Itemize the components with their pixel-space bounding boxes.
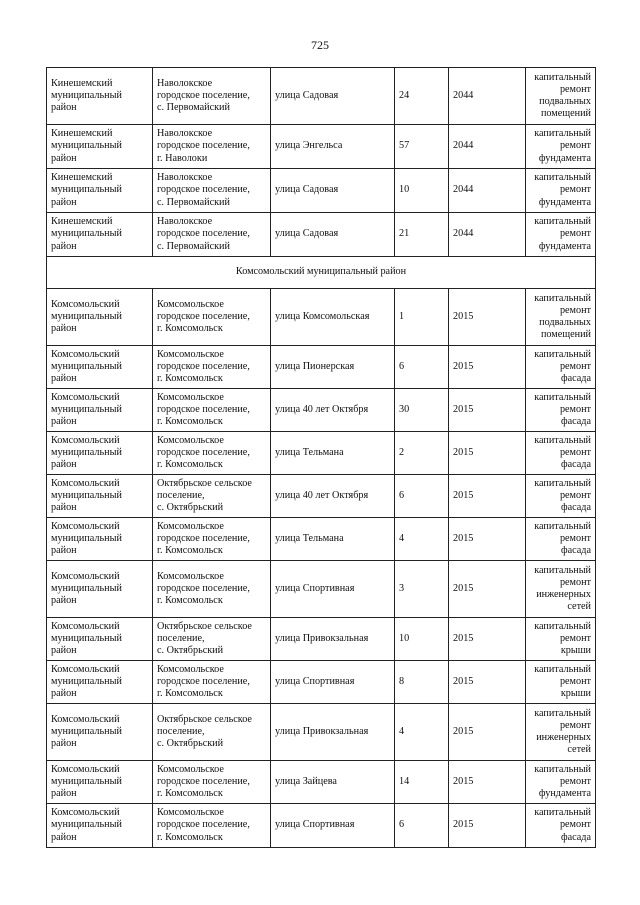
cell-house-number: 24 (395, 68, 449, 125)
cell-street: улица 40 лет Октября (271, 389, 395, 432)
cell-street: улица Спортивная (271, 661, 395, 704)
cell-work-type: капитальный ремонт фасада (526, 346, 596, 389)
cell-settlement: Комсомольское городское поселение, г. Комсомольск (153, 561, 271, 618)
cell-settlement: Комсомольское городское поселение, г. Комсомольск (153, 661, 271, 704)
cell-settlement: Октябрьское сельское поселение, с. Октябрьский (153, 475, 271, 518)
cell-year: 2044 (449, 68, 526, 125)
cell-settlement: Октябрьское сельское поселение, с. Октябрьский (153, 618, 271, 661)
cell-settlement: Наволокское городское поселение, г. Наволоки (153, 125, 271, 169)
cell-work-type: капитальный ремонт крыши (526, 661, 596, 704)
table-row (47, 432, 596, 475)
cell-street: улица Привокзальная (271, 704, 395, 761)
cell-street: улица Спортивная (271, 561, 395, 618)
cell-street: улица Комсомольская (271, 289, 395, 346)
table-row (47, 213, 596, 257)
repair-schedule-table (46, 67, 596, 848)
cell-year: 2015 (449, 804, 526, 848)
cell-street: улица Садовая (271, 169, 395, 213)
page-number: 725 (311, 38, 329, 52)
table-row (47, 518, 596, 561)
table-row (47, 561, 596, 618)
cell-work-type: капитальный ремонт фундамента (526, 213, 596, 257)
table-row (47, 289, 596, 346)
table-row (47, 704, 596, 761)
cell-work-type: капитальный ремонт фундамента (526, 125, 596, 169)
section-title: Комсомольский муниципальный район (47, 257, 596, 289)
cell-work-type: капитальный ремонт фундамента (526, 761, 596, 804)
cell-settlement: Комсомольское городское поселение, г. Комсомольск (153, 389, 271, 432)
cell-settlement: Наволокское городское поселение, с. Первомайский (153, 68, 271, 125)
table-row (47, 125, 596, 169)
cell-house-number: 8 (395, 661, 449, 704)
cell-district: Комсомольский муниципальный район (47, 661, 153, 704)
cell-district: Комсомольский муниципальный район (47, 389, 153, 432)
cell-district: Комсомольский муниципальный район (47, 432, 153, 475)
cell-year: 2015 (449, 518, 526, 561)
table-row (47, 389, 596, 432)
cell-work-type: капитальный ремонт инженерных сетей (526, 704, 596, 761)
cell-year: 2015 (449, 704, 526, 761)
cell-district: Кинешемский муниципальный район (47, 169, 153, 213)
table-row (47, 169, 596, 213)
cell-house-number: 3 (395, 561, 449, 618)
cell-district: Комсомольский муниципальный район (47, 346, 153, 389)
cell-settlement: Комсомольское городское поселение, г. Комсомольск (153, 346, 271, 389)
cell-work-type: капитальный ремонт фасада (526, 804, 596, 848)
cell-house-number: 30 (395, 389, 449, 432)
cell-year: 2015 (449, 389, 526, 432)
cell-street: улица Привокзальная (271, 618, 395, 661)
cell-house-number: 1 (395, 289, 449, 346)
cell-year: 2015 (449, 618, 526, 661)
cell-district: Комсомольский муниципальный район (47, 561, 153, 618)
cell-work-type: капитальный ремонт фасада (526, 475, 596, 518)
cell-street: улица Энгельса (271, 125, 395, 169)
cell-street: улица Садовая (271, 213, 395, 257)
cell-settlement: Комсомольское городское поселение, г. Комсомольск (153, 761, 271, 804)
cell-year: 2015 (449, 289, 526, 346)
cell-settlement: Октябрьское сельское поселение, с. Октябрьский (153, 704, 271, 761)
rows-after-section (47, 289, 596, 848)
cell-year: 2015 (449, 761, 526, 804)
table-row (47, 804, 596, 848)
cell-work-type: капитальный ремонт подвальных помещений (526, 289, 596, 346)
cell-year: 2015 (449, 561, 526, 618)
cell-work-type: капитальный ремонт фундамента (526, 169, 596, 213)
cell-district: Кинешемский муниципальный район (47, 213, 153, 257)
table-row (47, 661, 596, 704)
cell-house-number: 57 (395, 125, 449, 169)
cell-year: 2015 (449, 475, 526, 518)
cell-district: Комсомольский муниципальный район (47, 761, 153, 804)
cell-district: Комсомольский муниципальный район (47, 804, 153, 848)
cell-work-type: капитальный ремонт фасада (526, 432, 596, 475)
cell-house-number: 14 (395, 761, 449, 804)
cell-work-type: капитальный ремонт подвальных помещений (526, 68, 596, 125)
cell-district: Комсомольский муниципальный район (47, 289, 153, 346)
table-row (47, 618, 596, 661)
cell-street: улица Тельмана (271, 432, 395, 475)
cell-settlement: Наволокское городское поселение, с. Первомайский (153, 213, 271, 257)
cell-work-type: капитальный ремонт инженерных сетей (526, 561, 596, 618)
cell-year: 2044 (449, 213, 526, 257)
cell-house-number: 6 (395, 804, 449, 848)
cell-house-number: 21 (395, 213, 449, 257)
cell-district: Комсомольский муниципальный район (47, 704, 153, 761)
cell-settlement: Комсомольское городское поселение, г. Комсомольск (153, 432, 271, 475)
cell-settlement: Комсомольское городское поселение, г. Комсомольск (153, 518, 271, 561)
cell-house-number: 4 (395, 518, 449, 561)
cell-year: 2044 (449, 125, 526, 169)
cell-district: Комсомольский муниципальный район (47, 618, 153, 661)
table-row (47, 761, 596, 804)
section-block (47, 257, 596, 289)
cell-settlement: Наволокское городское поселение, с. Первомайский (153, 169, 271, 213)
cell-house-number: 6 (395, 346, 449, 389)
cell-settlement: Комсомольское городское поселение, г. Комсомольск (153, 289, 271, 346)
cell-street: улица 40 лет Октября (271, 475, 395, 518)
cell-work-type: капитальный ремонт крыши (526, 618, 596, 661)
cell-house-number: 6 (395, 475, 449, 518)
cell-work-type: капитальный ремонт фасада (526, 518, 596, 561)
cell-year: 2044 (449, 169, 526, 213)
cell-street: улица Садовая (271, 68, 395, 125)
cell-house-number: 10 (395, 169, 449, 213)
table-row (47, 475, 596, 518)
cell-year: 2015 (449, 346, 526, 389)
cell-district: Кинешемский муниципальный район (47, 125, 153, 169)
rows-before-section (47, 68, 596, 257)
table-row (47, 346, 596, 389)
cell-house-number: 4 (395, 704, 449, 761)
table-row (47, 68, 596, 125)
cell-street: улица Спортивная (271, 804, 395, 848)
cell-district: Комсомольский муниципальный район (47, 518, 153, 561)
cell-district: Комсомольский муниципальный район (47, 475, 153, 518)
cell-district: Кинешемский муниципальный район (47, 68, 153, 125)
cell-year: 2015 (449, 432, 526, 475)
cell-street: улица Зайцева (271, 761, 395, 804)
cell-street: улица Пионерская (271, 346, 395, 389)
cell-settlement: Комсомольское городское поселение, г. Комсомольск (153, 804, 271, 848)
cell-house-number: 10 (395, 618, 449, 661)
cell-house-number: 2 (395, 432, 449, 475)
section-header-row (47, 257, 596, 289)
cell-street: улица Тельмана (271, 518, 395, 561)
cell-year: 2015 (449, 661, 526, 704)
cell-work-type: капитальный ремонт фасада (526, 389, 596, 432)
